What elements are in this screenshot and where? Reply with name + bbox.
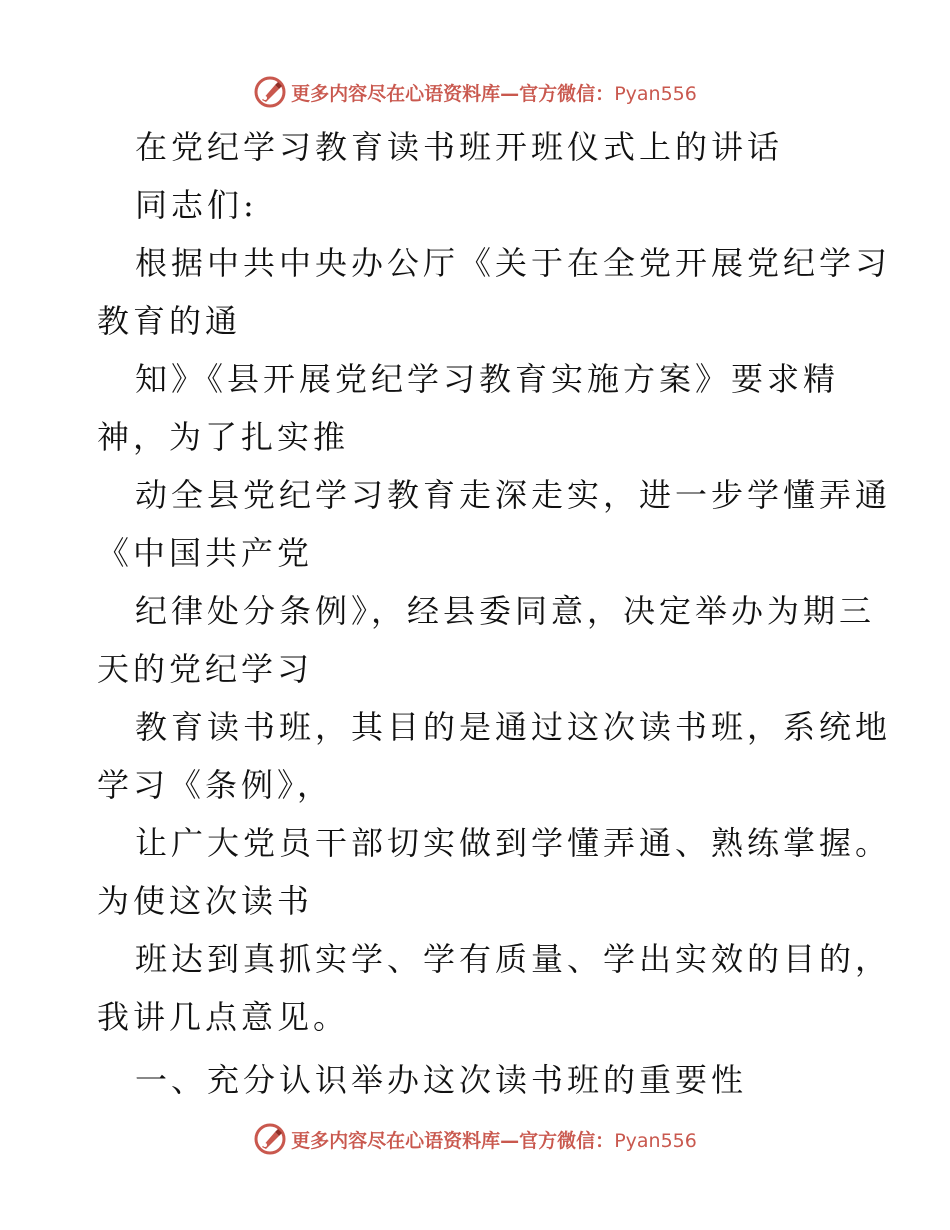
salutation: 同志们:	[135, 186, 258, 224]
footer-watermark	[0, 1119, 950, 1159]
section-heading: 一、充分认识举办这次读书班的重要性	[135, 1061, 748, 1099]
watermark-brand: 更多内容尽在心语资料库	[291, 82, 501, 105]
paragraph-line: 让广大党员干部切实做到学懂弄通、熟练掌握。	[135, 824, 892, 862]
paragraph-line: 教育读书班，其目的是通过这次读书班，系统地	[135, 708, 892, 746]
watermark-brand: 更多内容尽在心语资料库	[291, 1129, 501, 1152]
paragraph-line: 我讲几点意见。	[97, 998, 350, 1036]
watermark-label: 官方微信：	[519, 1129, 615, 1152]
paragraph-line: 神，为了扎实推	[97, 418, 350, 456]
pen-seal-icon	[253, 1122, 287, 1156]
header-watermark	[0, 72, 950, 112]
watermark-handle: Pyan556	[614, 1129, 697, 1152]
paragraph-line: 天的党纪学习	[97, 650, 314, 688]
paragraph-line: 学习《条例》，	[97, 766, 334, 804]
paragraph-line: 教育的通	[97, 302, 242, 340]
paragraph-line: 动全县党纪学习教育走深走实，进一步学懂弄通	[135, 476, 892, 514]
watermark-text	[291, 79, 697, 106]
pen-seal-icon	[253, 75, 287, 109]
watermark-text	[291, 1126, 697, 1153]
paragraph-line: 纪律处分条例》，经县委同意，决定举办为期三	[135, 592, 876, 630]
paragraph-line: 班达到真抓实学、学有质量、学出实效的目的，	[135, 940, 892, 978]
paragraph-line: 根据中共中央办公厅《关于在全党开展党纪学习	[135, 244, 892, 282]
paragraph-line: 《中国共产党	[97, 534, 314, 572]
document-title: 在党纪学习教育读书班开班仪式上的讲话	[135, 128, 784, 166]
watermark-handle: Pyan556	[614, 82, 697, 105]
paragraph-line: 为使这次读书	[97, 882, 314, 920]
watermark-separator: —	[500, 82, 520, 105]
watermark-label: 官方微信：	[519, 82, 615, 105]
watermark-separator: —	[500, 1129, 520, 1152]
paragraph-line: 知》《县开展党纪学习教育实施方案》要求精	[135, 360, 840, 398]
